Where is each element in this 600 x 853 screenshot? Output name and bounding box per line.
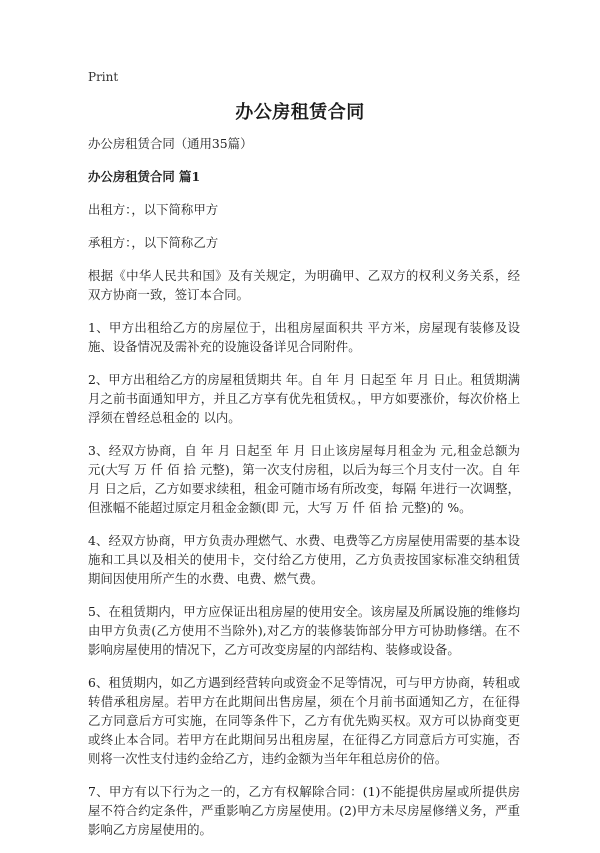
- paragraph-preamble: 根据《中华人民共和国》及有关规定，为明确甲、乙双方的权利义务关系，经双方协商一致，签订本合同。: [88, 268, 520, 302]
- document-body: [88, 134, 520, 853]
- paragraph-clause-2: 2、甲方出租给乙方的房屋租赁期共 年。自 年 月 日起至 年 月 日止。租赁期满月之前书面通知甲方，并且乙方享有优先租赁权。，甲方如要涨价，每次价格上浮须在曾经总租金的 以内。: [88, 372, 520, 425]
- section-heading: 办公房租赁合同 篇1: [88, 169, 201, 184]
- paragraph-clause-5: 5、在租赁期内，甲方应保证出租房屋的使用安全。该房屋及所属设施的维修均由甲方负责(乙方使用不当除外),对乙方的装修装饰部分甲方可协助修缮。在不影响房屋使用的情况下，乙方可改变房屋的内部结构、装修或设备。: [88, 604, 520, 657]
- paragraph-clause-3: 3、经双方协商，自 年 月 日起至 年 月 日止该房屋每月租金为 元,租金总额为 元(大写 万 仟 佰 拾 元整)，第一次支付房租，以后为每三个月支付一次。自 年 月 日之后，乙方如要求续租，租金可随市场有所改变，每隔 年进行一次调整，但涨幅不能超过原定月租金金额(即 元，大写 万 仟 佰 拾 元整)的 %。: [88, 443, 520, 515]
- paragraph-clause-4: 4、经双方协商，甲方负责办理燃气、水费、电费等乙方房屋使用需要的基本设施和工具以及相关的使用卡，交付给乙方使用，乙方负责按国家标准交纳租赁期间因使用所产生的水费、电费、燃气费。: [88, 533, 520, 586]
- paragraph-lessor: 出租方：，以下简称甲方: [88, 202, 219, 217]
- paragraph-lessee: 承租方：，以下简称乙方: [88, 235, 219, 250]
- paragraph-clause-6: 6、租赁期内，如乙方遇到经营转向或资金不足等情况，可与甲方协商，转租或转借承租房屋。若甲方在此期间出售房屋，须在个月前书面通知乙方，在征得乙方同意后方可实施，在同等条件下，乙方有优先购买权。双方可以协商变更或终止本合同。若甲方在此期间另出租房屋，在征得乙方同意后方可实施，否则将一次性支付违约金给乙方，违约金额为当年年租总房价的倍。: [88, 675, 520, 766]
- paragraph-clause-1: 1、甲方出租给乙方的房屋位于，出租房屋面积共 平方米，房屋现有装修及设施、设备情况及需补充的设施设备详见合同附件。: [88, 320, 520, 354]
- print-label[interactable]: Print: [88, 70, 119, 84]
- paragraph-clause-7: 7、甲方有以下行为之一的，乙方有权解除合同：(1)不能提供房屋或所提供房屋不符合约定条件，严重影响乙方房屋使用。(2)甲方未尽房屋修缮义务，严重影响乙方房屋使用的。: [88, 784, 520, 837]
- document-subtitle: 办公房租赁合同（通用35篇）: [88, 136, 253, 151]
- page-title: 办公房租赁合同: [235, 102, 365, 123]
